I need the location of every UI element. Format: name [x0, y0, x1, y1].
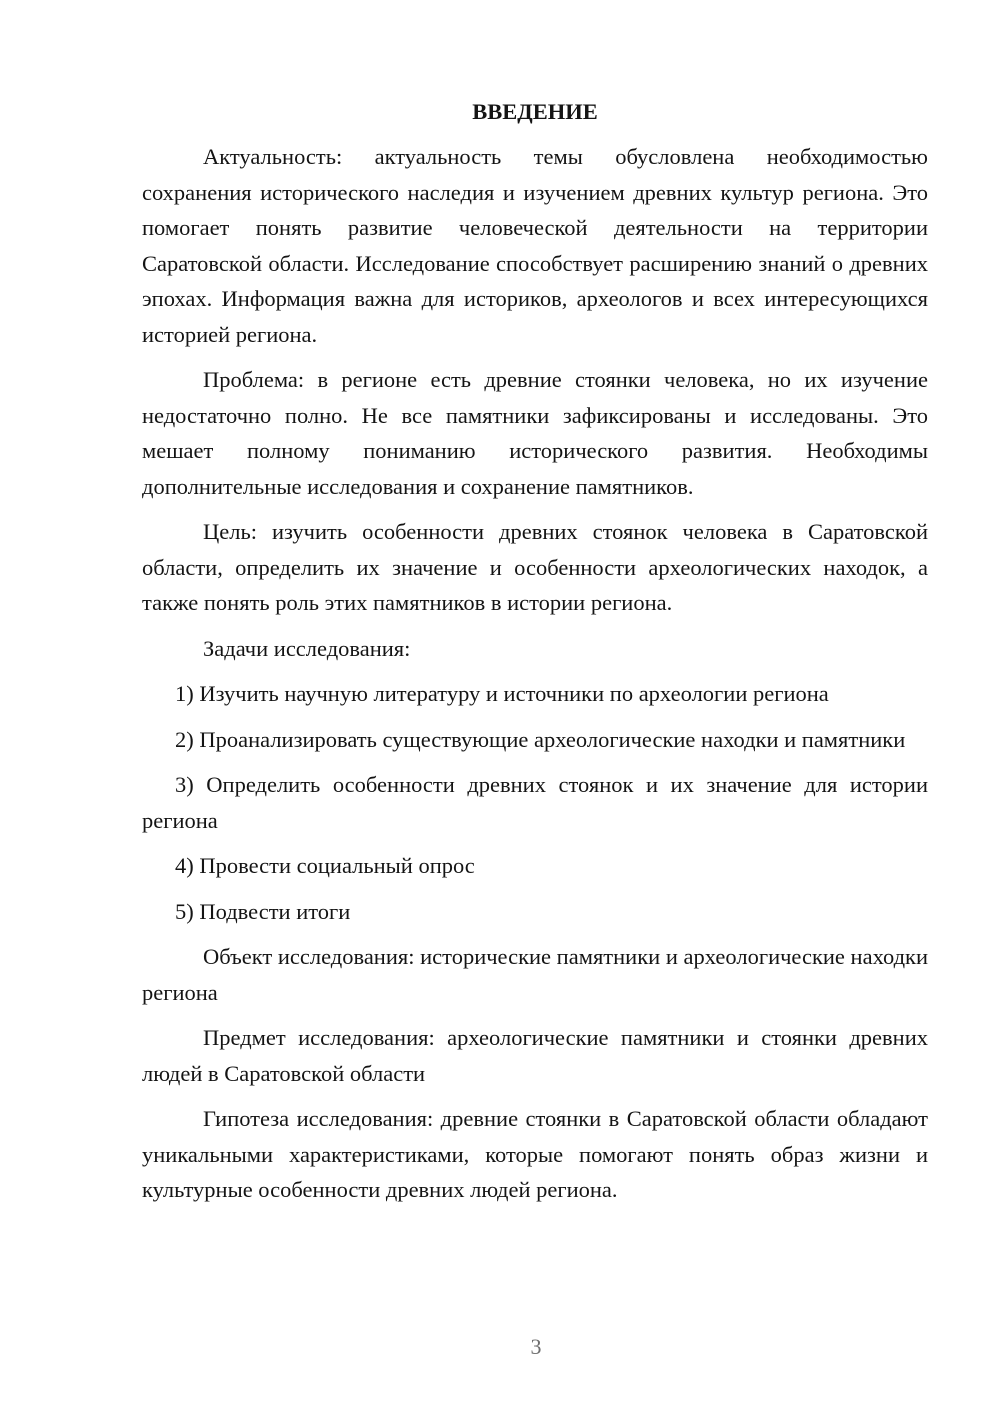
subject-paragraph: Предмет исследования: археологические памятники и стоянки древних людей в Саратовской области: [142, 1025, 928, 1086]
page-number: 3: [530, 1334, 542, 1359]
object-paragraph: Объект исследования: исторические памятники и археологические находки региона: [142, 944, 928, 1005]
hypothesis-paragraph: Гипотеза исследования: древние стоянки в Саратовской области обладают уникальными характеристиками, которые помогают понять образ жизни и культурные особенности древних людей региона.: [142, 1106, 928, 1202]
problem-paragraph: Проблема: в регионе есть древние стоянки человека, но их изучение недостаточно полно. Не все памятники зафиксированы и исследованы. Это мешает полному пониманию исторического развития. Необходимы дополнительные исследования и сохранение памятников.: [142, 367, 928, 499]
goal-paragraph: Цель: изучить особенности древних стоянок человека в Саратовской области, определить их значение и особенности археологических находок, а также понять роль этих памятников в истории региона.: [142, 519, 928, 615]
relevance-paragraph: Актуальность: актуальность темы обусловлена необходимостью сохранения исторического наследия и изучением древних культур региона. Это помогает понять развитие человеческой деятельности на территории Саратовской области. Исследование способствует расширению знаний о древних эпохах. Информация важна для историков, археологов и всех интересующихся историей региона.: [142, 144, 928, 347]
page-content: [142, 94, 928, 1218]
tasks-heading: Задачи исследования:: [203, 635, 411, 661]
section-title: ВВЕДЕНИЕ: [472, 99, 598, 124]
task-item-4: 4) Провести социальный опрос: [175, 853, 475, 878]
task-item-3: 3) Определить особенности древних стоянок и их значение для истории региона: [142, 772, 928, 833]
task-item-1: 1) Изучить научную литературу и источники по археологии региона: [175, 681, 829, 706]
tasks-list: [142, 676, 928, 929]
task-item-2: 2) Проанализировать существующие археологические находки и памятники: [175, 726, 906, 752]
task-item-5: 5) Подвести итоги: [175, 898, 351, 924]
